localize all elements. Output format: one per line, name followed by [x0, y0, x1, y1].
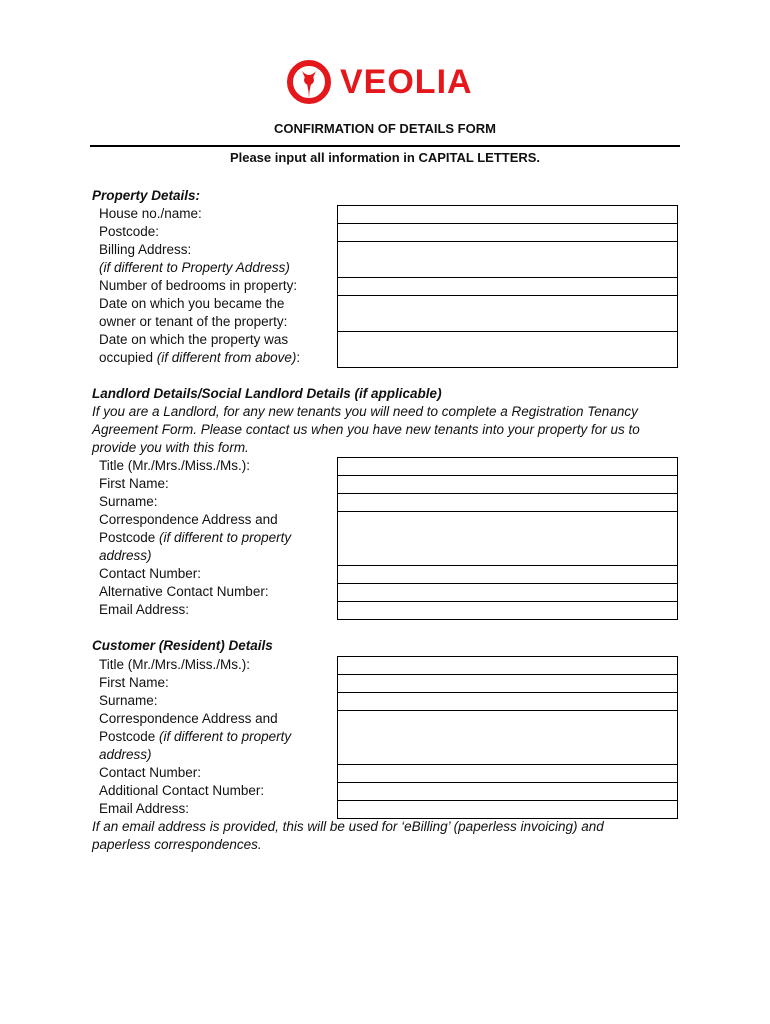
customer-email-input[interactable]	[337, 800, 678, 819]
customer-address-input[interactable]	[337, 710, 678, 765]
billing-address-input[interactable]	[337, 241, 678, 278]
landlord-surname-input[interactable]	[337, 493, 678, 512]
occupied-date-label-line1: Date on which the property was	[99, 332, 289, 347]
postcode-label: Postcode:	[99, 224, 160, 239]
landlord-address-label-line3: address)	[99, 548, 152, 563]
capital-letters-instruction: Please input all information in CAPITAL LETTERS.	[229, 150, 541, 165]
occupied-prefix: occupied	[99, 350, 157, 365]
owner-date-label-line2: owner or tenant of the property:	[99, 314, 288, 329]
landlord-email-input[interactable]	[337, 601, 678, 620]
customer-address-label-line1: Correspondence Address and	[99, 711, 278, 726]
ebilling-note-line2: paperless correspondences.	[92, 837, 262, 852]
veolia-emblem-icon	[286, 59, 332, 105]
customer-contact-input[interactable]	[337, 764, 678, 783]
customer-title-input[interactable]	[337, 656, 678, 675]
landlord-title-label: Title (Mr./Mrs./Miss./Ms.):	[99, 458, 250, 473]
customer-address-label-line2	[99, 728, 291, 746]
customer-first-name-label: First Name:	[99, 675, 169, 690]
landlord-intro-line1: If you are a Landlord, for any new tenants you will need to complete a Registration Tenancy	[92, 404, 638, 419]
landlord-surname-label: Surname:	[99, 494, 158, 509]
billing-address-label: Billing Address:	[99, 242, 192, 257]
occupied-note: (if different from above)	[156, 350, 297, 365]
customer-address-label-line3: address)	[99, 747, 152, 762]
customer-email-label: Email Address:	[99, 801, 190, 816]
occupied-suffix: :	[296, 350, 301, 365]
owner-date-label-line1: Date on which you became the	[99, 296, 285, 311]
landlord-address-note: (if different to property	[159, 530, 292, 545]
landlord-contact-label: Contact Number:	[99, 566, 202, 581]
title-divider	[90, 145, 680, 147]
property-details-heading: Property Details:	[92, 188, 201, 203]
landlord-postcode-prefix: Postcode	[99, 530, 160, 545]
landlord-intro-line2: Agreement Form. Please contact us when you have new tenants into your property for us to	[92, 422, 640, 437]
customer-first-name-input[interactable]	[337, 674, 678, 693]
landlord-alt-contact-input[interactable]	[337, 583, 678, 602]
form-title: CONFIRMATION OF DETAILS FORM	[274, 121, 496, 136]
landlord-intro-line3: provide you with this form.	[92, 440, 249, 455]
landlord-address-label-line1: Correspondence Address and	[99, 512, 278, 527]
landlord-address-input[interactable]	[337, 511, 678, 566]
occupied-date-input[interactable]	[337, 331, 678, 368]
customer-add-contact-label: Additional Contact Number:	[99, 783, 265, 798]
landlord-contact-input[interactable]	[337, 565, 678, 584]
customer-surname-label: Surname:	[99, 693, 158, 708]
customer-postcode-prefix: Postcode	[99, 729, 160, 744]
landlord-alt-contact-label: Alternative Contact Number:	[99, 584, 269, 599]
house-label: House no./name:	[99, 206, 202, 221]
landlord-details-heading: Landlord Details/Social Landlord Details (if applicable)	[92, 386, 442, 401]
customer-details-heading: Customer (Resident) Details	[92, 638, 273, 653]
billing-address-note: (if different to Property Address)	[99, 260, 290, 275]
customer-surname-input[interactable]	[337, 692, 678, 711]
postcode-input[interactable]	[337, 223, 678, 242]
landlord-address-label-line2	[99, 529, 291, 547]
veolia-wordmark: VEOLIA	[340, 63, 473, 101]
ebilling-note-line1: If an email address is provided, this will be used for ‘eBilling’ (paperless invoicing) and	[92, 819, 604, 834]
house-input[interactable]	[337, 205, 678, 224]
veolia-logo	[286, 58, 486, 106]
landlord-email-label: Email Address:	[99, 602, 190, 617]
bedrooms-input[interactable]	[337, 277, 678, 296]
landlord-title-input[interactable]	[337, 457, 678, 476]
landlord-first-name-label: First Name:	[99, 476, 169, 491]
customer-contact-label: Contact Number:	[99, 765, 202, 780]
customer-address-note: (if different to property	[159, 729, 292, 744]
owner-date-input[interactable]	[337, 295, 678, 332]
landlord-first-name-input[interactable]	[337, 475, 678, 494]
occupied-date-label-line2	[99, 349, 300, 367]
bedrooms-label: Number of bedrooms in property:	[99, 278, 298, 293]
customer-add-contact-input[interactable]	[337, 782, 678, 801]
customer-title-label: Title (Mr./Mrs./Miss./Ms.):	[99, 657, 250, 672]
